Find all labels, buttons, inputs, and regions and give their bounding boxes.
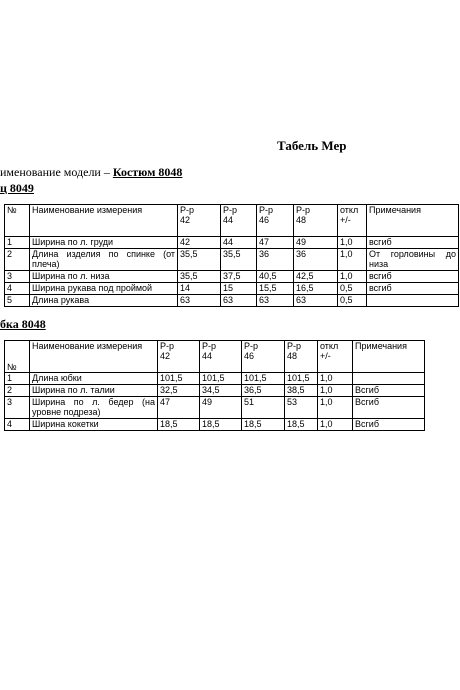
table-cell bbox=[367, 295, 459, 307]
table-cell: Длина юбки bbox=[30, 373, 158, 385]
col-header: откл +/- bbox=[338, 205, 367, 237]
table-cell: Ширина по л. талии bbox=[30, 385, 158, 397]
table-cell bbox=[353, 373, 425, 385]
col-header: Р-р 46 bbox=[242, 341, 285, 373]
table-cell: 1,0 bbox=[338, 271, 367, 283]
table-cell: 16,5 bbox=[294, 283, 338, 295]
table-cell: 51 bbox=[242, 397, 285, 419]
table-cell: 15,5 bbox=[257, 283, 294, 295]
table-cell: 36 bbox=[294, 249, 338, 271]
table-cell: Всгиб bbox=[353, 385, 425, 397]
table-cell: 3 bbox=[5, 271, 30, 283]
table-cell: 101,5 bbox=[242, 373, 285, 385]
col-header: Примечания bbox=[367, 205, 459, 237]
table-cell: 49 bbox=[294, 237, 338, 249]
table-cell: 40,5 bbox=[257, 271, 294, 283]
table-row bbox=[5, 397, 425, 419]
table-cell: 44 bbox=[221, 237, 257, 249]
table-cell: 53 bbox=[285, 397, 318, 419]
col-header: Примечания bbox=[353, 341, 425, 373]
table-cell: всгиб bbox=[367, 271, 459, 283]
table-cell: 63 bbox=[221, 295, 257, 307]
jacket-section-title: ц 8049 bbox=[0, 181, 34, 195]
table-cell: 32,5 bbox=[158, 385, 200, 397]
table-cell: 1,0 bbox=[318, 373, 353, 385]
table-row bbox=[5, 237, 459, 249]
table-cell: 18,5 bbox=[242, 419, 285, 431]
col-header: Р-р 48 bbox=[285, 341, 318, 373]
col-header: Р-р 44 bbox=[221, 205, 257, 237]
table-cell: Всгиб bbox=[353, 397, 425, 419]
table-cell: Ширина по л. груди bbox=[30, 237, 178, 249]
table-cell: 1,0 bbox=[338, 249, 367, 271]
table-cell: 3 bbox=[5, 397, 30, 419]
table-cell: 35,5 bbox=[178, 271, 221, 283]
table-row bbox=[5, 271, 459, 283]
table-cell: 47 bbox=[257, 237, 294, 249]
table-cell: 101,5 bbox=[200, 373, 242, 385]
table-cell: 2 bbox=[5, 249, 30, 271]
col-header: № bbox=[5, 341, 30, 373]
table-row bbox=[5, 385, 425, 397]
table-cell: 4 bbox=[5, 283, 30, 295]
table-cell: 1 bbox=[5, 237, 30, 249]
model-name: Костюм 8048 bbox=[112, 165, 183, 179]
col-header: Р-р 42 bbox=[178, 205, 221, 237]
col-header: № bbox=[5, 205, 30, 237]
skirt-measurements-table bbox=[4, 340, 425, 431]
table-cell: 18,5 bbox=[285, 419, 318, 431]
table-cell: 49 bbox=[200, 397, 242, 419]
table-cell: 63 bbox=[294, 295, 338, 307]
table-cell: 36,5 bbox=[242, 385, 285, 397]
table-cell: 34,5 bbox=[200, 385, 242, 397]
table-header-row bbox=[5, 341, 425, 373]
table-cell: 0,5 bbox=[338, 295, 367, 307]
table-cell: Ширина по л. бедер (на уровне подреза) bbox=[30, 397, 158, 419]
col-header: Р-р 46 bbox=[257, 205, 294, 237]
table-cell: 47 bbox=[158, 397, 200, 419]
table-cell: 35,5 bbox=[221, 249, 257, 271]
table-cell: Длина изделия по спинке (от плеча) bbox=[30, 249, 178, 271]
table-row bbox=[5, 249, 459, 271]
table-cell: 1,0 bbox=[338, 237, 367, 249]
table-cell: 37,5 bbox=[221, 271, 257, 283]
table-cell: 38,5 bbox=[285, 385, 318, 397]
col-header: Р-р 42 bbox=[158, 341, 200, 373]
col-header: Р-р 44 bbox=[200, 341, 242, 373]
document-title: Табель Мер bbox=[277, 138, 347, 153]
table-cell: 35,5 bbox=[178, 249, 221, 271]
table-cell: 5 bbox=[5, 295, 30, 307]
table-row bbox=[5, 295, 459, 307]
table-cell: 101,5 bbox=[285, 373, 318, 385]
table-cell: 63 bbox=[257, 295, 294, 307]
model-label: именование модели – bbox=[0, 165, 110, 179]
table-cell: 18,5 bbox=[158, 419, 200, 431]
table-cell: От горловины до низа bbox=[367, 249, 459, 271]
model-line bbox=[0, 165, 182, 180]
table-cell: всгиб bbox=[367, 237, 459, 249]
table-cell: 1,0 bbox=[318, 419, 353, 431]
col-header: Р-р 48 bbox=[294, 205, 338, 237]
col-header: откл +/- bbox=[318, 341, 353, 373]
table-cell: 36 bbox=[257, 249, 294, 271]
table-cell: 1 bbox=[5, 373, 30, 385]
table-cell: 63 bbox=[178, 295, 221, 307]
col-header: Наименование измерения bbox=[30, 205, 178, 237]
col-header: Наименование измерения bbox=[30, 341, 158, 373]
table-cell: 18,5 bbox=[200, 419, 242, 431]
table-row bbox=[5, 419, 425, 431]
table-cell: 2 bbox=[5, 385, 30, 397]
table-cell: Ширина кокетки bbox=[30, 419, 158, 431]
table-cell: 42 bbox=[178, 237, 221, 249]
table-cell: Всгиб bbox=[353, 419, 425, 431]
table-header-row bbox=[5, 205, 459, 237]
table-cell: 4 bbox=[5, 419, 30, 431]
table-cell: 1,0 bbox=[318, 385, 353, 397]
table-cell: Ширина по л. низа bbox=[30, 271, 178, 283]
table-cell: 0,5 bbox=[338, 283, 367, 295]
table-cell: 101,5 bbox=[158, 373, 200, 385]
table-row bbox=[5, 283, 459, 295]
table-cell: 42,5 bbox=[294, 271, 338, 283]
skirt-section-title: бка 8048 bbox=[0, 317, 46, 331]
table-cell: 1,0 bbox=[318, 397, 353, 419]
table-row bbox=[5, 373, 425, 385]
table-cell: всгиб bbox=[367, 283, 459, 295]
table-cell: Ширина рукава под проймой bbox=[30, 283, 178, 295]
table-cell: 14 bbox=[178, 283, 221, 295]
table-cell: Длина рукава bbox=[30, 295, 178, 307]
table-cell: 15 bbox=[221, 283, 257, 295]
jacket-measurements-table bbox=[4, 204, 459, 307]
